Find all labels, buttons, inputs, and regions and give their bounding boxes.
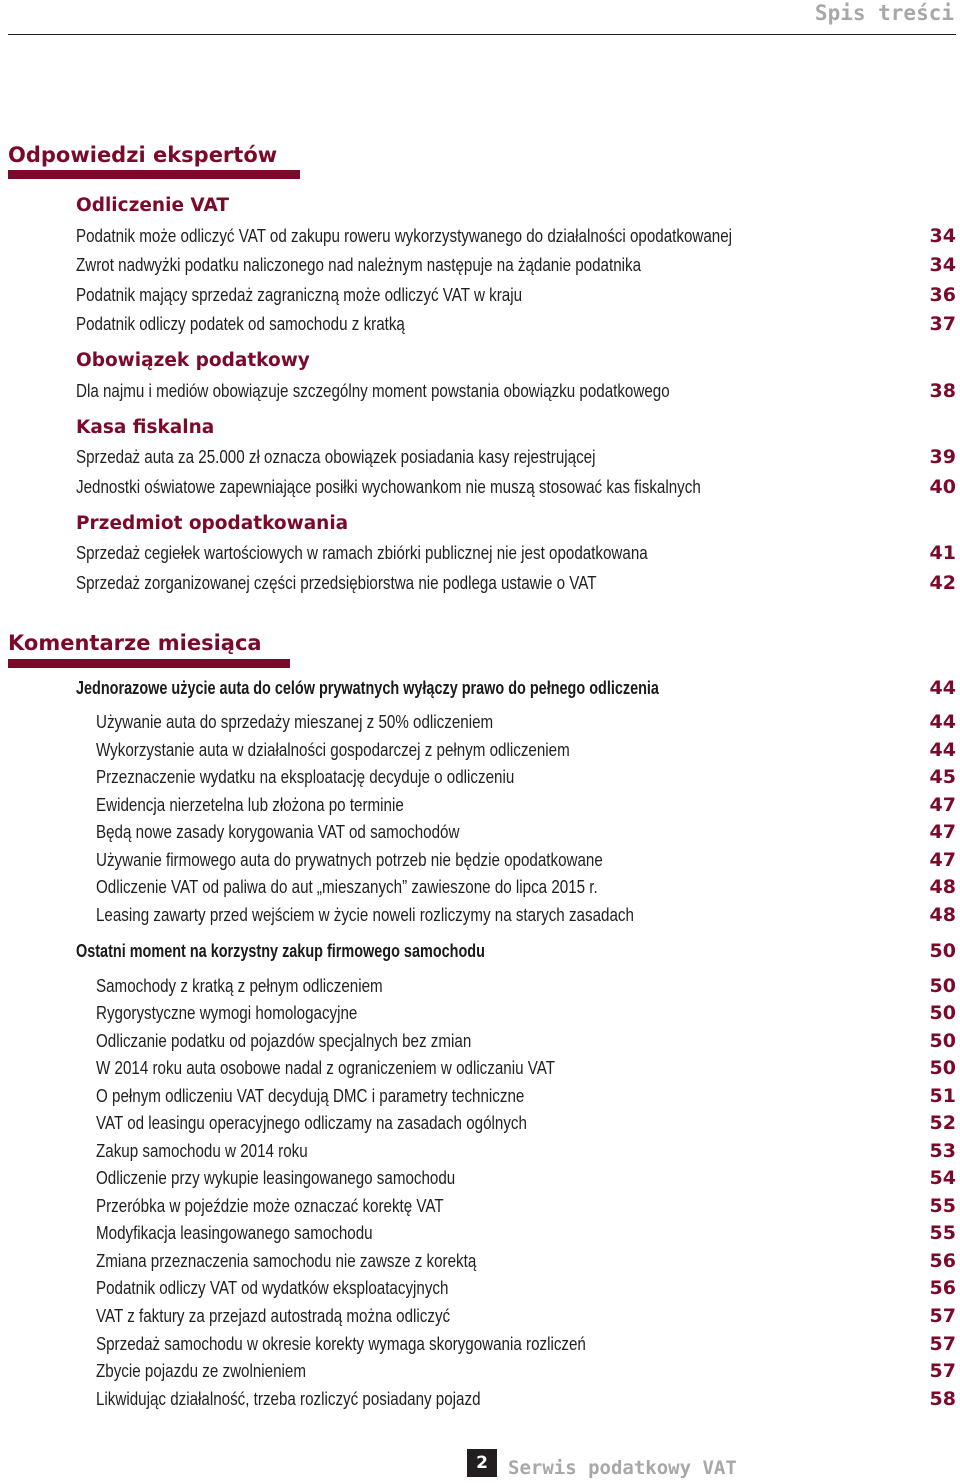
toc-entry[interactable] xyxy=(96,1138,956,1164)
toc-entry-page: 41 xyxy=(929,542,956,564)
toc-entry-title: Podatnik odliczy VAT od wydatków eksploatacyjnych xyxy=(96,1277,449,1298)
toc-entry-page: 50 xyxy=(929,940,956,962)
toc-entry-title: Jednostki oświatowe zapewniające posiłki wychowankom nie muszą stosować kas fiskalnych xyxy=(76,476,701,497)
toc-entry-page: 37 xyxy=(929,313,956,335)
toc-entry-page: 56 xyxy=(929,1277,956,1299)
toc-entry-page: 50 xyxy=(929,1030,956,1052)
toc-entry-page: 47 xyxy=(929,849,956,871)
toc-entry-page: 51 xyxy=(929,1085,956,1107)
section-title-expert-answers: Odpowiedzi ekspertów xyxy=(8,143,278,167)
toc-entry-page: 42 xyxy=(929,572,956,594)
toc-entry-title: Podatnik może odliczyć VAT od zakupu roweru wykorzystywanego do działalności opodatkowanej xyxy=(76,225,733,246)
toc-entry[interactable] xyxy=(96,1358,956,1384)
toc-entry[interactable] xyxy=(76,223,956,249)
toc-entry[interactable] xyxy=(76,252,956,278)
toc-entry-page: 44 xyxy=(929,711,956,733)
subsection-title-tax-obligation: Obowiązek podatkowy xyxy=(76,350,310,371)
toc-entry-page: 56 xyxy=(929,1250,956,1272)
toc-entry[interactable] xyxy=(96,819,956,845)
toc-entry-page: 44 xyxy=(929,677,956,699)
toc-entry-page: 57 xyxy=(929,1360,956,1382)
toc-entry-page: 47 xyxy=(929,821,956,843)
toc-entry[interactable] xyxy=(76,474,956,500)
toc-entry-page: 50 xyxy=(929,1057,956,1079)
toc-entry[interactable] xyxy=(96,1303,956,1329)
toc-entry-title: Wykorzystanie auta w działalności gospodarczej z pełnym odliczeniem xyxy=(96,739,570,760)
toc-article[interactable] xyxy=(76,675,956,701)
toc-entry-page: 58 xyxy=(929,1388,956,1410)
toc-entry-title: Modyfikacja leasingowanego samochodu xyxy=(96,1222,373,1243)
toc-entry-page: 47 xyxy=(929,794,956,816)
toc-entry-title: Podatnik mający sprzedaż zagraniczną może odliczyć VAT w kraju xyxy=(76,284,523,305)
toc-entry-title: Likwidując działalność, trzeba rozliczyć posiadany pojazd xyxy=(96,1388,481,1409)
header-divider xyxy=(8,34,956,35)
toc-entry-title: Odliczenie VAT od paliwa do aut „mieszanych” zawieszone do lipca 2015 r. xyxy=(96,876,598,897)
toc-entry-page: 36 xyxy=(929,284,956,306)
toc-entry-page: 34 xyxy=(929,254,956,276)
toc-entry[interactable] xyxy=(96,792,956,818)
toc-entry[interactable] xyxy=(96,1165,956,1191)
toc-entry-page: 55 xyxy=(929,1195,956,1217)
toc-entry-title: Rygorystyczne wymogi homologacyjne xyxy=(96,1002,358,1023)
toc-entry-page: 50 xyxy=(929,975,956,997)
running-header-title: Spis treści xyxy=(814,1,954,25)
toc-entry[interactable] xyxy=(96,1386,956,1412)
toc-entry[interactable] xyxy=(96,973,956,999)
toc-entry-title: VAT od leasingu operacyjnego odliczamy na zasadach ogólnych xyxy=(96,1112,527,1133)
toc-entry-page: 55 xyxy=(929,1222,956,1244)
toc-entry-title: Zwrot nadwyżki podatku naliczonego nad należnym następuje na żądanie podatnika xyxy=(76,254,642,275)
toc-entry[interactable] xyxy=(76,378,956,404)
toc-entry-title: Odliczenie przy wykupie leasingowanego samochodu xyxy=(96,1167,456,1188)
toc-entry-page: 38 xyxy=(929,380,956,402)
section-title-monthly-comments: Komentarze miesiąca xyxy=(8,631,262,655)
toc-entry-title: Sprzedaż samochodu w okresie korekty wymaga skorygowania rozliczeń xyxy=(96,1333,586,1354)
toc-entry-title: Ewidencja nierzetelna lub złożona po terminie xyxy=(96,794,404,815)
toc-article[interactable] xyxy=(76,938,956,964)
toc-entry-title: Sprzedaż auta za 25.000 zł oznacza obowiązek posiadania kasy rejestrującej xyxy=(76,446,596,467)
toc-entry-page: 57 xyxy=(929,1305,956,1327)
toc-entry-title: Sprzedaż zorganizowanej części przedsiębiorstwa nie podlega ustawie o VAT xyxy=(76,572,597,593)
toc-entry-page: 39 xyxy=(929,446,956,468)
toc-entry-title: VAT z faktury za przejazd autostradą można odliczyć xyxy=(96,1305,451,1326)
subsection-title-taxable-object: Przedmiot opodatkowania xyxy=(76,513,349,534)
toc-entry[interactable] xyxy=(96,764,956,790)
toc-entry[interactable] xyxy=(96,1110,956,1136)
toc-entry[interactable] xyxy=(96,1248,956,1274)
toc-entry[interactable] xyxy=(96,1083,956,1109)
toc-entry-title: O pełnym odliczeniu VAT decydują DMC i parametry techniczne xyxy=(96,1085,525,1106)
toc-entry-page: 40 xyxy=(929,476,956,498)
toc-entry-title: Zakup samochodu w 2014 roku xyxy=(96,1140,308,1161)
toc-entry[interactable] xyxy=(96,1220,956,1246)
toc-entry-page: 48 xyxy=(929,876,956,898)
section-underline-bar xyxy=(8,170,300,179)
footer-page-number: 2 xyxy=(467,1449,497,1477)
toc-entry-title: Podatnik odliczy podatek od samochodu z kratką xyxy=(76,313,405,334)
toc-entry-title: Będą nowe zasady korygowania VAT od samochodów xyxy=(96,821,460,842)
toc-entry[interactable] xyxy=(96,1055,956,1081)
toc-entry[interactable] xyxy=(96,1331,956,1357)
toc-entry-title: Leasing zawarty przed wejściem w życie noweli rozliczymy na starych zasadach xyxy=(96,904,634,925)
toc-entry[interactable] xyxy=(96,847,956,873)
toc-entry-title: Sprzedaż cegiełek wartościowych w ramach zbiórki publicznej nie jest opodatkowana xyxy=(76,542,648,563)
toc-entry[interactable] xyxy=(96,709,956,735)
toc-entry[interactable] xyxy=(76,444,956,470)
toc-entry[interactable] xyxy=(96,1275,956,1301)
toc-entry[interactable] xyxy=(96,1193,956,1219)
footer-publication-title: Serwis podatkowy VAT xyxy=(508,1457,737,1479)
subsection-title-vat-deduction: Odliczenie VAT xyxy=(76,195,229,216)
subsection-title-cash-register: Kasa fiskalna xyxy=(76,417,215,438)
toc-entry[interactable] xyxy=(96,902,956,928)
toc-entry-title: Używanie auta do sprzedaży mieszanej z 50% odliczeniem xyxy=(96,711,494,732)
toc-entry-page: 44 xyxy=(929,739,956,761)
toc-entry[interactable] xyxy=(76,570,956,596)
toc-entry-page: 53 xyxy=(929,1140,956,1162)
toc-entry-page: 50 xyxy=(929,1002,956,1024)
toc-entry-title: Przeróbka w pojeździe może oznaczać korektę VAT xyxy=(96,1195,444,1216)
toc-entry[interactable] xyxy=(96,737,956,763)
toc-entry[interactable] xyxy=(76,282,956,308)
toc-entry-title: Zmiana przeznaczenia samochodu nie zawsze z korektą xyxy=(96,1250,477,1271)
toc-entry-title: W 2014 roku auta osobowe nadal z ograniczeniem w odliczaniu VAT xyxy=(96,1057,556,1078)
toc-entry[interactable] xyxy=(76,540,956,566)
toc-entry-page: 34 xyxy=(929,225,956,247)
toc-entry-page: 57 xyxy=(929,1333,956,1355)
toc-entry-page: 48 xyxy=(929,904,956,926)
toc-entry[interactable] xyxy=(76,311,956,337)
toc-entry-page: 52 xyxy=(929,1112,956,1134)
toc-entry-title: Używanie firmowego auta do prywatnych potrzeb nie będzie opodatkowane xyxy=(96,849,603,870)
toc-article-title: Jednorazowe użycie auta do celów prywatnych wyłączy prawo do pełnego odliczenia xyxy=(76,677,659,698)
toc-article-title: Ostatni moment na korzystny zakup firmowego samochodu xyxy=(76,940,485,961)
toc-entry-title: Zbycie pojazdu ze zwolnieniem xyxy=(96,1360,306,1381)
section-underline-bar xyxy=(8,659,290,668)
toc-entry-title: Przeznaczenie wydatku na eksploatację decyduje o odliczeniu xyxy=(96,766,515,787)
toc-entry-title: Odliczanie podatku od pojazdów specjalnych bez zmian xyxy=(96,1030,472,1051)
toc-entry-title: Dla najmu i mediów obowiązuje szczególny moment powstania obowiązku podatkowego xyxy=(76,380,670,401)
toc-entry[interactable] xyxy=(96,874,956,900)
toc-entry-title: Samochody z kratką z pełnym odliczeniem xyxy=(96,975,383,996)
toc-entry-page: 54 xyxy=(929,1167,956,1189)
toc-entry[interactable] xyxy=(96,1028,956,1054)
toc-entry[interactable] xyxy=(96,1000,956,1026)
toc-entry-page: 45 xyxy=(929,766,956,788)
